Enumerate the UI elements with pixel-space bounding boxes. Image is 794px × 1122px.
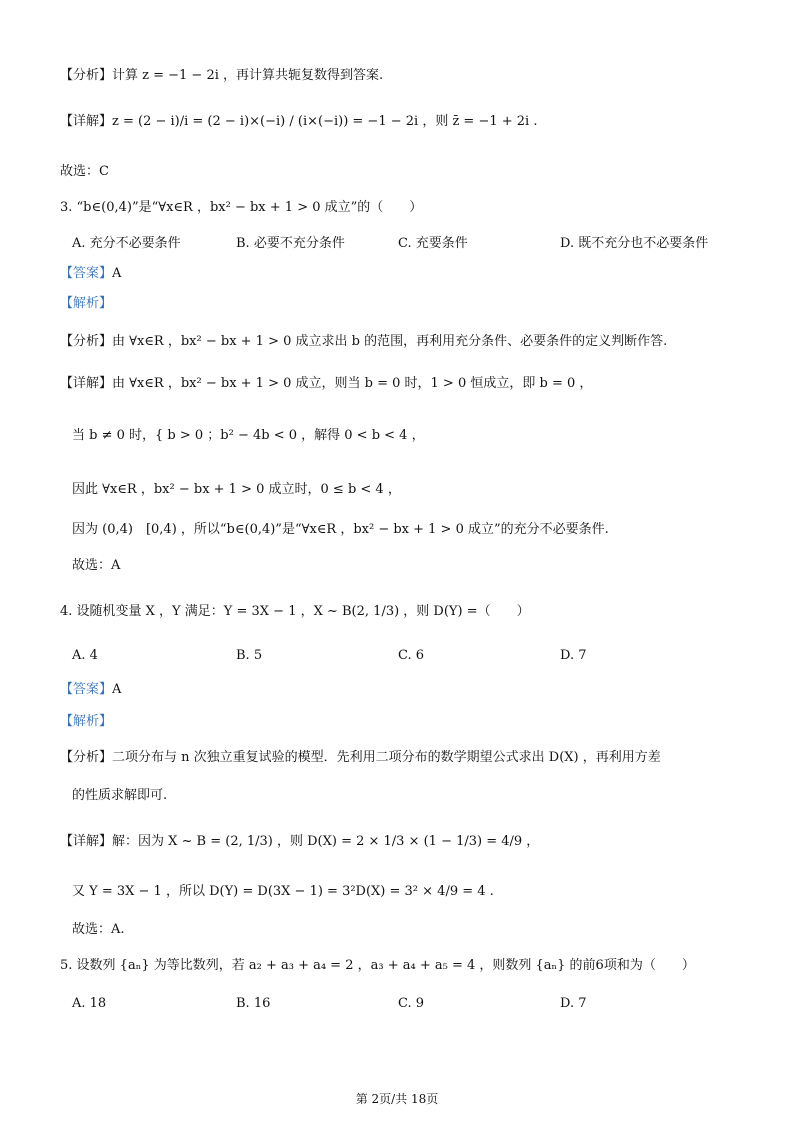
q3-option-a: A. 充分不必要条件 <box>72 236 181 251</box>
q4-analysis-label: 【解析】 <box>60 714 113 729</box>
q5-option-d: D. 7 <box>560 996 587 1011</box>
line-1: 【分析】计算 z = −1 − 2i ，再计算共轭复数得到答案. <box>60 68 384 83</box>
q5-option-a: A. 18 <box>72 996 107 1011</box>
question-4: 4. 设随机变量 X ，Y 满足：Y = 3X − 1 ，X ~ B(2, 1/3) ，则 D(Y) =（ ） <box>60 604 530 619</box>
line-16: 故选：A. <box>72 922 125 937</box>
line-6: 【详解】由 ∀x∈R ，bx² − bx + 1 > 0 成立，则当 b = 0 时，1 > 0 恒成立，即 b = 0 ， <box>60 376 593 391</box>
line-8: 因此 ∀x∈R ，bx² − bx + 1 > 0 成立时，0 ≤ b < 4 ， <box>72 482 401 497</box>
line-13: 的性质求解即可. <box>72 788 168 803</box>
q3-answer <box>60 264 121 284</box>
line-5: 【分析】由 ∀x∈R ，bx² − bx + 1 > 0 成立求出 b 的范围，再利用充分条件、必要条件的定义判断作答. <box>60 334 668 349</box>
q4-option-d: D. 7 <box>560 648 587 663</box>
q5-option-c: C. 9 <box>398 996 425 1011</box>
q3-analysis-label: 【解析】 <box>60 296 113 311</box>
question-3: 3. “b∈(0,4)”是“∀x∈R ，bx² − bx + 1 > 0 成立”的（ ） <box>60 200 423 215</box>
line-15: 又 Y = 3X − 1 ，所以 D(Y) = D(3X − 1) = 3²D(X) = 3² × 4/9 = 4 . <box>72 884 494 899</box>
line-14: 【详解】解：因为 X ~ B = (2, 1/3) ，则 D(X) = 2 × 1/3 × (1 − 1/3) = 4/9 ， <box>60 834 540 849</box>
line-7: 当 b ≠ 0 时，{ b > 0 ；b² − 4b < 0 ，解得 0 < b < 4 ， <box>72 428 425 443</box>
q4-option-b: B. 5 <box>236 648 263 663</box>
answer-label: 【答案】 <box>60 266 113 281</box>
answer-value: A <box>112 682 122 697</box>
q4-option-c: C. 6 <box>398 648 425 663</box>
line-3: 故选：C <box>60 164 109 179</box>
answer-value: A <box>112 266 122 281</box>
line-10: 故选：A <box>72 558 121 573</box>
q4-answer <box>60 680 121 700</box>
q3-option-b: B. 必要不充分条件 <box>236 236 345 251</box>
page-footer: 第 2页/共 18页 <box>355 1092 439 1106</box>
q4-option-a: A. 4 <box>72 648 98 663</box>
answer-label: 【答案】 <box>60 682 113 697</box>
q5-option-b: B. 16 <box>236 996 271 1011</box>
line-12: 【分析】二项分布与 n 次独立重复试验的模型．先利用二项分布的数学期望公式求出 D(X) ，再利用方差 <box>60 750 661 765</box>
q3-option-d: D. 既不充分也不必要条件 <box>560 236 709 251</box>
question-5: 5. 设数列 {aₙ} 为等比数列，若 a₂ + a₃ + a₄ = 2 ，a₃ + a₄ + a₅ = 4 ，则数列 {aₙ} 的前6项和为（ ） <box>60 958 695 973</box>
line-2: 【详解】z = (2 − i)/i = (2 − i)×(−i) / (i×(−i)) = −1 − 2i ，则 z̄ = −1 + 2i . <box>60 114 538 129</box>
q3-option-c: C. 充要条件 <box>398 236 468 251</box>
line-9: 因为 (0,4) [0,4) ，所以“b∈(0,4)”是“∀x∈R ，bx² − bx + 1 > 0 成立”的充分不必要条件. <box>72 522 609 537</box>
